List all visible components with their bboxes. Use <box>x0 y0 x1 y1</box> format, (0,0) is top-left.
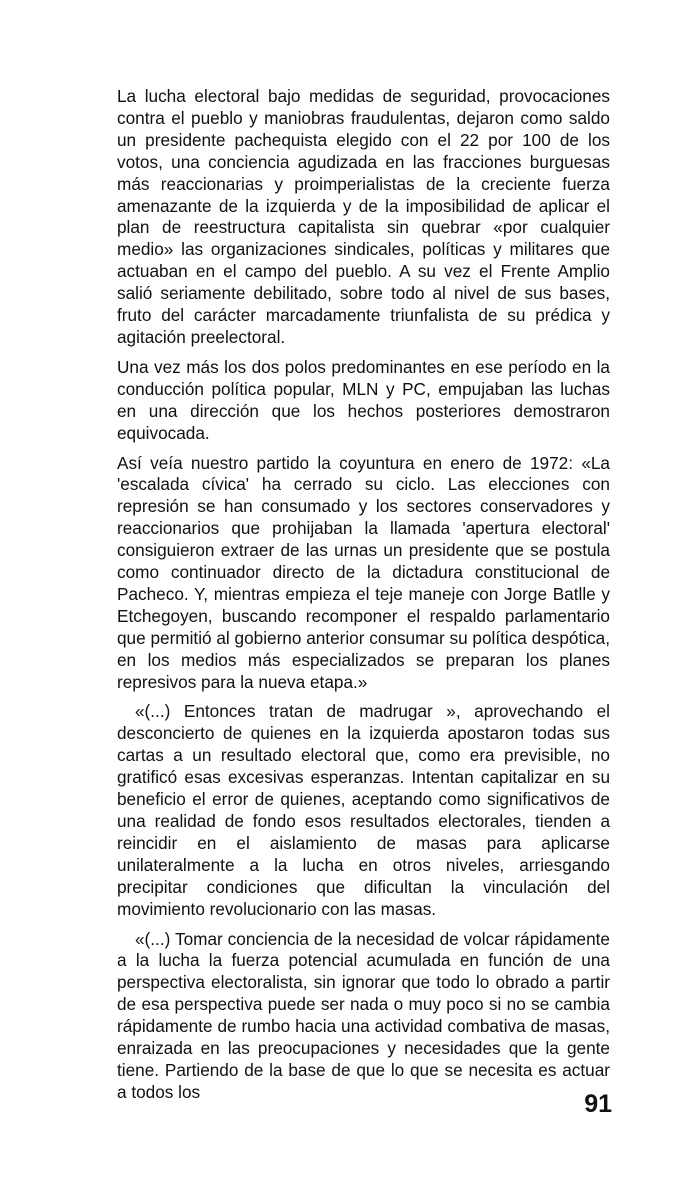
paragraph-two-poles: Una vez más los dos polos predominantes en ese período en la conducción política popular, MLN y PC, empujaban las luchas en una dirección que los hechos posteriores demostraron equivocada. <box>117 356 610 443</box>
paragraph-quote-conciencia: «(...) Tomar conciencia de la necesidad de volcar rápidamente a la lucha la fuerza potencial acumulada en función de una perspectiva electoralista, sin ignorar que todo lo obrado a partir de esa perspectiva puede ser nada o muy poco si no se cambia rápidamente de rumbo hacia una actividad combativa de masas, enraizada en las preocupaciones y necesidades que la gente tiene. Partiendo de la base de que lo que se necesita es actuar a todos los <box>117 928 610 1102</box>
paragraph-quote-madrugar: «(...) Entonces tratan de madrugar », aprovechando el desconcierto de quienes en la izquierda apostaron todas sus cartas a un resultado electoral que, como era previsible, no gratificó esas excesivas esperanzas. Intentan capitalizar en su beneficio el error de quienes, aceptando como significativos de una realidad de fondo esos resultados electorales, tienden a reincidir en el aislamiento de masas para aplicarse unilateralmente a la lucha en otros niveles, arriesgando precipitar condiciones que dificultan la vinculación del movimiento revolucionario con las masas. <box>117 701 610 919</box>
page-body <box>117 86 610 1104</box>
page-number: 91 <box>584 1090 612 1118</box>
paragraph-party-view: Así veía nuestro partido la coyuntura en enero de 1972: «La 'escalada cívica' ha cerrado su ciclo. Las elecciones con represión se han consumado y los sectores conservadores y reaccionarios que prohijaban la llamada 'apertura electoral' consiguieron extraer de las urnas un presidente que se postula como continuador directo de la dictadura constitucional de Pacheco. Y, mientras empieza el teje maneje con Jorge Batlle y Etchegoyen, buscando recomponer el respaldo parlamentario que permitió al gobierno anterior consumar su política despótica, en los medios más especializados se preparan los planes represivos para la nueva etapa.» <box>117 452 610 692</box>
paragraph-electoral-struggle: La lucha electoral bajo medidas de seguridad, provocaciones contra el pueblo y maniobras fraudulentas, dejaron como saldo un presidente pachequista elegido con el 22 por 100 de los votos, una conciencia agudizada en las fracciones burguesas más reaccionarias y proimperialistas de la creciente fuerza amenazante de la izquierda y de la imposibilidad de aplicar el plan de reestructura capitalista sin quebrar «por cualquier medio» las organizaciones sindicales, políticas y militares que actuaban en el campo del pueblo. A su vez el Frente Amplio salió seriamente debilitado, sobre todo al nivel de sus bases, fruto del carácter marcadamente triunfalista de su prédica y agitación preelectoral. <box>117 86 610 347</box>
